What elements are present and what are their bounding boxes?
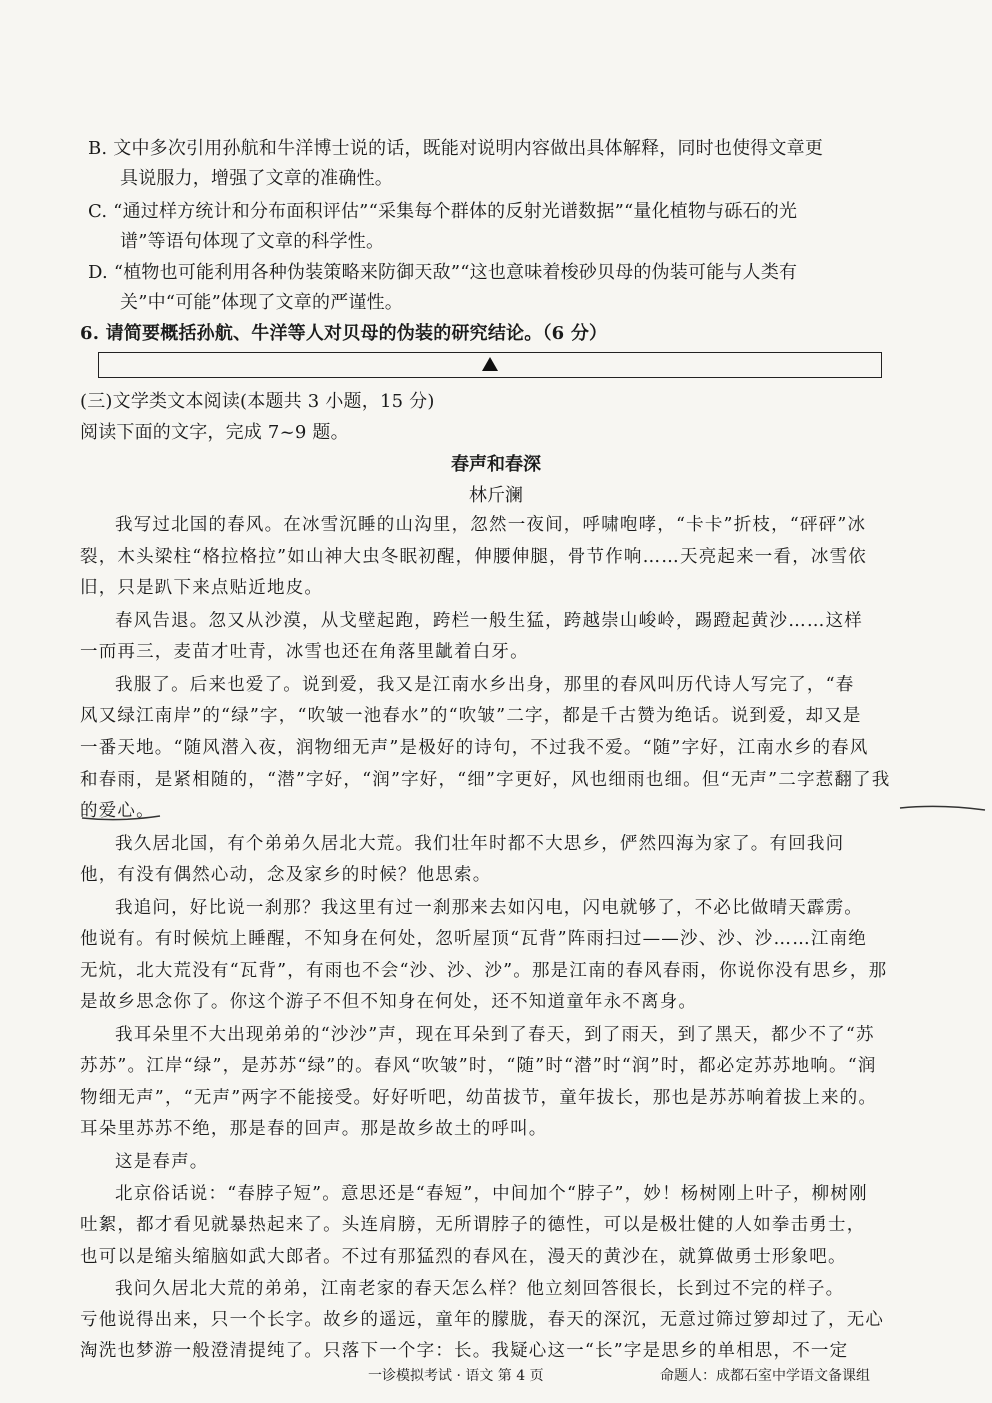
article-line: 我服了。后来也爱了。说到爱，我又是江南水乡出身，那里的春风叫历代诗人写完了，“春 (115, 675, 855, 695)
article-line: 旧，只是趴下来点贴近地皮。 (80, 578, 324, 598)
option-d-line-2: 关”中“可能”体现了文章的严谨性。 (120, 292, 404, 313)
article-line: 他说有。有时候炕上睡醒，不知身在何处，忽听屋顶“瓦背”阵雨扫过——沙、沙、沙……江南绝 (80, 929, 867, 949)
pen-underline-mark (80, 798, 990, 838)
article-line: 和春雨，是紧相随的，“潜”字好，“润”字好，“细”字更好，风也细雨也细。但“无声”二字惹翻了我 (80, 770, 891, 790)
article-title: 春声和春深 (451, 454, 541, 475)
article-line: 春风告退。忽又从沙漠，从戈壁起跑，跨栏一般生猛，跨越崇山峻岭，踢蹬起黄沙……这样 (115, 611, 863, 631)
article-line: 耳朵里苏苏不绝，那是春的回声。那是故乡故土的呼叫。 (80, 1119, 548, 1139)
article-line: 我问久居北大荒的弟弟，江南老家的春天怎么样？他立刻回答很长，长到过不完的样子。 (115, 1279, 845, 1299)
answer-box[interactable] (98, 352, 882, 378)
option-b-line-2: 具说服力，增强了文章的准确性。 (120, 168, 393, 189)
article-line: 也可以是缩头缩脑如武大郎者。不过有那猛烈的春风在，漫天的黄沙在，就算做勇士形象吧。 (80, 1247, 847, 1267)
section-instruction: 阅读下面的文字，完成 7~9 题。 (80, 422, 349, 443)
article-line: 一而再三，麦苗才吐青，冰雪也还在角落里龇着白牙。 (80, 642, 529, 662)
footer-author-credit: 命题人：成都石室中学语文备课组 (660, 1368, 870, 1384)
option-b-line-1: B. 文中多次引用孙航和牛洋博士说的话，既能对说明内容做出具体解释，同时也使得文章更 (88, 138, 824, 159)
article-line: 物细无声”，“无声”两字不能接受。好好听吧，幼苗拔节，童年拔长，那也是苏苏响着拔上来的。 (80, 1088, 878, 1108)
question-6: 6. 请简要概括孙航、牛洋等人对贝母的伪装的研究结论。（6 分） (80, 323, 608, 344)
article-line: 是故乡思念你了。你这个游子不但不知身在何处，还不知道童年永不离身。 (80, 992, 698, 1012)
footer-exam-label: 一诊模拟考试 · 语文 第 4 页 (368, 1368, 544, 1384)
article-line: 一番天地。“随风潜入夜，润物细无声”是极好的诗句，不过我不爱。“随”字好，江南水乡的春风 (80, 738, 869, 758)
article-line: 这是春声。 (115, 1152, 209, 1172)
article-line: 无炕，北大荒没有“瓦背”，有雨也不会“沙、沙、沙”。那是江南的春风春雨，你说你没有思乡，那 (80, 961, 888, 981)
article-line: 我耳朵里不大出现弟弟的“沙沙”声，现在耳朵到了春天，到了雨天，到了黑天，都少不了“苏 (115, 1025, 875, 1045)
article-line: 风又绿江南岸”的“绿”字，“吹皱一池春水”的“吹皱”二字，都是千古赞为绝话。说到爱，却又是 (80, 706, 862, 726)
answer-marker-triangle-icon (482, 357, 498, 371)
article-line: 他，有没有偶然心动，念及家乡的时候？他思索。 (80, 865, 492, 885)
article-line: 的爱心。 (80, 801, 155, 821)
article-line: 北京俗话说：“春脖子短”。意思还是“春短”，中间加个“脖子”，妙！杨树刚上叶子，柳树刚 (115, 1184, 868, 1204)
option-d-line-1: D. “植物也可能利用各种伪装策略来防御天敌”“这也意味着梭砂贝母的伪装可能与人类有 (88, 262, 798, 283)
article-line: 淘洗也梦游一般澄清提纯了。只落下一个字：长。我疑心这一“长”字是思乡的单相思，不一定 (80, 1341, 849, 1361)
option-c-line-1: C. “通过样方统计和分布面积评估”“采集每个群体的反射光谱数据”“量化植物与砾石的光 (88, 201, 798, 222)
article-line: 我久居北国，有个弟弟久居北大荒。我们壮年时都不大思乡，俨然四海为家了。有回我问 (115, 834, 845, 854)
section-title: (三)文学类文本阅读(本题共 3 小题，15 分) (80, 391, 435, 412)
article-line: 我追问，好比说一刹那？我这里有过一刹那来去如闪电，闪电就够了，不必比做晴天霹雳。 (115, 898, 863, 918)
option-c-line-2: 谱”等语句体现了文章的科学性。 (120, 231, 385, 252)
article-line: 我写过北国的春风。在冰雪沉睡的山沟里，忽然一夜间，呼啸咆哮，“卡卡”折枝，“砰砰”冰 (115, 515, 867, 535)
article-line: 亏他说得出来，只一个长字。故乡的遥远，童年的朦胧，春天的深沉，无意过筛过箩却过了，无心 (80, 1310, 885, 1330)
article-author: 林斤澜 (469, 485, 523, 506)
article-line: 苏苏”。江岸“绿”，是苏苏“绿”的。春风“吹皱”时，“随”时“潜”时“润”时，都必定苏苏地响。“润 (80, 1056, 877, 1076)
article-line: 吐絮，都才看见就暴热起来了。头连肩膀，无所谓脖子的德性，可以是极壮健的人如拳击勇士， (80, 1215, 866, 1235)
article-line: 裂，木头梁柱“格拉格拉”如山神大虫冬眠初醒，伸腰伸腿，骨节作响……天亮起来一看，冰雪依 (80, 547, 867, 567)
